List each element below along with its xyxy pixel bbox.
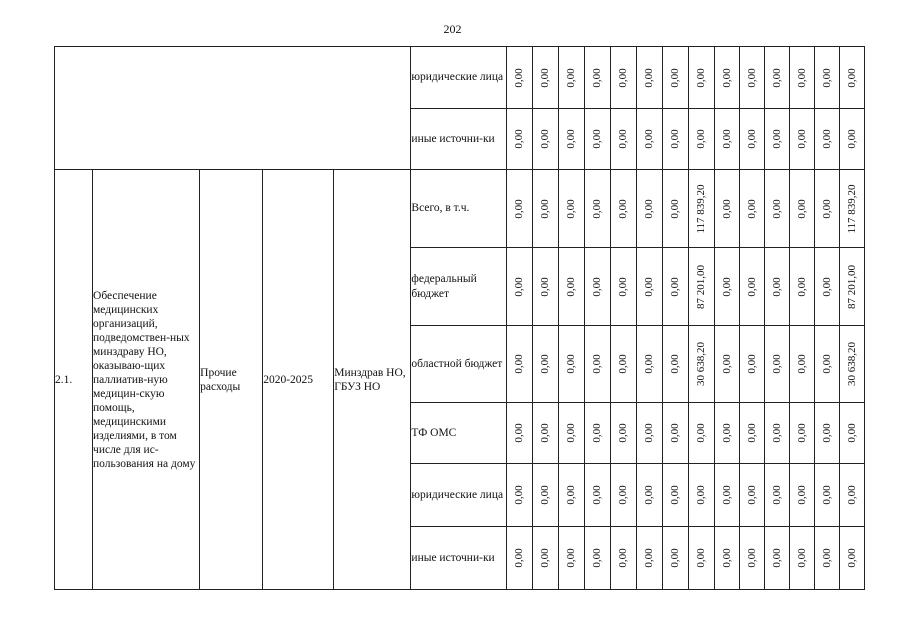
value-text: 0,00 [513,423,526,443]
value-text: 0,00 [669,129,682,149]
value-text: 0,00 [643,354,656,374]
value-text: 0,00 [643,129,656,149]
value-cell [814,527,839,590]
value-cell [636,464,662,527]
value-cell [714,527,739,590]
value-text: 0,00 [565,354,578,374]
value-cell [839,248,864,326]
value-cell [558,170,584,248]
value-text: 0,00 [617,548,630,568]
value-text: 0,00 [669,276,682,297]
value-cell [814,109,839,170]
value-text: 0,00 [669,485,682,505]
value-text: 0,00 [617,67,630,88]
value-text: 0,00 [770,129,783,149]
value-text: 0,00 [513,548,526,568]
value-cell [764,527,789,590]
value-cell [636,109,662,170]
value-text: 0,00 [591,67,604,88]
value-cell [610,47,636,109]
value-cell [532,109,558,170]
value-cell [739,170,764,248]
item-number: 2.1. [55,170,93,590]
value-cell [584,464,610,527]
value-cell [662,527,688,590]
value-text: 0,00 [591,198,604,219]
value-cell [506,170,532,248]
item-period: 2020-2025 [263,170,334,590]
value-text: 0,00 [820,198,833,219]
value-text: 0,00 [643,485,656,505]
value-text: 0,00 [720,485,733,505]
value-text: 0,00 [795,198,808,219]
value-text: 0,00 [745,485,758,505]
value-text: 0,00 [820,548,833,568]
value-cell [764,464,789,527]
value-cell [532,403,558,464]
value-text: 0,00 [695,67,708,88]
value-text: 0,00 [513,129,526,149]
value-text: 0,00 [720,548,733,568]
value-text: 0,00 [720,354,733,374]
value-text: 0,00 [745,423,758,443]
value-text: 0,00 [591,423,604,443]
value-cell [610,326,636,403]
value-cell [789,248,814,326]
value-cell [764,326,789,403]
value-cell [814,47,839,109]
value-cell [506,403,532,464]
value-cell [662,109,688,170]
value-cell [839,527,864,590]
value-text: 0,00 [539,67,552,88]
value-cell [789,47,814,109]
value-text: 0,00 [770,485,783,505]
value-cell [636,403,662,464]
value-cell [688,248,714,326]
value-text: 0,00 [795,354,808,374]
value-cell [662,248,688,326]
value-text: 0,00 [565,485,578,505]
value-text: 0,00 [820,129,833,149]
value-text: 0,00 [643,548,656,568]
value-text: 0,00 [845,548,858,568]
value-cell [584,527,610,590]
value-cell [558,326,584,403]
value-text: 0,00 [669,354,682,374]
value-cell [558,527,584,590]
value-text: 0,00 [591,485,604,505]
value-cell [584,403,610,464]
value-text: 0,00 [617,423,630,443]
value-text: 0,00 [845,129,858,149]
value-cell [814,248,839,326]
value-cell [688,403,714,464]
value-text: 0,00 [695,548,708,568]
table-row [55,170,865,248]
value-cell [662,47,688,109]
value-cell [714,109,739,170]
value-cell [610,527,636,590]
value-cell [636,326,662,403]
value-text: 0,00 [820,354,833,374]
value-cell [814,326,839,403]
value-text: 30 638,20 [695,342,708,386]
value-text: 0,00 [565,548,578,568]
value-text: 0,00 [617,198,630,219]
value-text: 0,00 [795,129,808,149]
value-text: 0,00 [669,198,682,219]
value-cell [558,464,584,527]
value-text: 0,00 [643,423,656,443]
value-text: 0,00 [845,485,858,505]
value-text: 0,00 [565,129,578,149]
value-text: 117 839,20 [845,183,858,234]
value-cell [739,248,764,326]
value-cell [506,248,532,326]
value-cell [814,464,839,527]
value-text: 87 201,00 [845,264,858,309]
value-cell [584,170,610,248]
value-cell [532,464,558,527]
value-cell [688,464,714,527]
value-text: 0,00 [845,67,858,88]
continuation-blank-cell [55,47,411,170]
value-cell [610,170,636,248]
value-cell [506,464,532,527]
value-text: 0,00 [591,354,604,374]
value-cell [506,326,532,403]
value-cell [610,464,636,527]
value-text: 0,00 [669,548,682,568]
value-cell [584,47,610,109]
value-cell [636,248,662,326]
value-text: 0,00 [795,485,808,505]
value-cell [789,109,814,170]
value-text: 0,00 [539,276,552,297]
value-cell [839,403,864,464]
value-cell [839,326,864,403]
value-cell [714,403,739,464]
value-text: 0,00 [770,276,783,297]
value-text: 0,00 [513,276,526,297]
value-text: 117 839,20 [695,183,708,234]
value-text: 0,00 [617,129,630,149]
value-text: 0,00 [565,423,578,443]
value-cell [662,170,688,248]
value-cell [610,248,636,326]
value-cell [714,326,739,403]
value-text: 0,00 [720,198,733,219]
value-cell [839,47,864,109]
value-text: 0,00 [695,485,708,505]
value-text: 0,00 [539,129,552,149]
value-cell [789,527,814,590]
value-cell [688,170,714,248]
value-text: 0,00 [565,276,578,297]
value-cell [839,109,864,170]
page-number: 202 [443,22,462,36]
value-cell [662,403,688,464]
value-text: 0,00 [720,423,733,443]
value-cell [558,47,584,109]
value-text: 0,00 [795,423,808,443]
value-cell [739,403,764,464]
funding-table [54,46,865,590]
value-cell [739,527,764,590]
value-text: 0,00 [669,423,682,443]
value-text: 0,00 [795,276,808,297]
value-cell [584,326,610,403]
value-text: 0,00 [539,548,552,568]
value-cell [610,403,636,464]
value-cell [558,109,584,170]
value-cell [610,109,636,170]
item-name: Обеспечение медицинских организаций, подведомствен-ных минздраву НО, оказываю-щих паллиатив-ную медицин-скую помощь, медицинскими изделиями, в том числе для ис-пользования на дому [93,170,200,590]
funding-source-label: иные источни-ки [411,527,506,590]
value-cell [532,170,558,248]
value-text: 0,00 [669,67,682,88]
value-text: 0,00 [539,354,552,374]
value-text: 0,00 [617,354,630,374]
funding-source-label: иные источни-ки [411,109,506,170]
value-cell [814,403,839,464]
item-expense-type: Прочие расходы [200,170,263,590]
value-text: 0,00 [591,276,604,297]
value-text: 0,00 [845,423,858,443]
value-cell [739,109,764,170]
funding-source-label: ТФ ОМС [411,403,506,464]
value-text: 0,00 [795,67,808,88]
value-cell [532,326,558,403]
value-cell [662,464,688,527]
value-text: 0,00 [695,129,708,149]
value-text: 0,00 [539,485,552,505]
value-cell [814,170,839,248]
value-cell [739,464,764,527]
value-cell [789,326,814,403]
value-cell [739,326,764,403]
value-text: 0,00 [820,276,833,297]
value-cell [584,109,610,170]
value-cell [506,527,532,590]
value-text: 0,00 [820,67,833,88]
table-row [55,47,865,109]
value-text: 0,00 [745,276,758,297]
value-text: 0,00 [745,129,758,149]
value-text: 0,00 [820,485,833,505]
value-text: 0,00 [513,485,526,505]
value-text: 0,00 [617,276,630,297]
value-text: 0,00 [745,67,758,88]
value-cell [739,47,764,109]
value-cell [584,248,610,326]
value-cell [764,109,789,170]
value-text: 0,00 [643,67,656,88]
value-text: 0,00 [795,548,808,568]
value-text: 0,00 [617,485,630,505]
value-cell [532,248,558,326]
value-cell [764,170,789,248]
value-text: 0,00 [720,67,733,88]
value-text: 0,00 [591,548,604,568]
value-cell [506,109,532,170]
value-text: 0,00 [643,198,656,219]
value-cell [789,403,814,464]
value-text: 87 201,00 [695,264,708,309]
value-cell [688,527,714,590]
funding-source-label: федеральный бюджет [411,248,506,326]
value-cell [636,47,662,109]
value-text: 0,00 [745,198,758,219]
value-text: 0,00 [539,423,552,443]
value-cell [839,170,864,248]
value-cell [662,326,688,403]
value-text: 0,00 [720,129,733,149]
value-cell [636,170,662,248]
funding-source-label: юридические лица [411,464,506,527]
value-text: 30 638,20 [845,342,858,386]
value-text: 0,00 [695,423,708,443]
value-text: 0,00 [565,198,578,219]
value-cell [506,47,532,109]
value-text: 0,00 [513,67,526,88]
value-text: 0,00 [513,198,526,219]
value-cell [532,527,558,590]
funding-source-label: юридические лица [411,47,506,109]
value-cell [714,47,739,109]
value-cell [714,464,739,527]
value-cell [558,248,584,326]
value-text: 0,00 [770,548,783,568]
value-text: 0,00 [513,354,526,374]
value-cell [714,248,739,326]
value-text: 0,00 [591,129,604,149]
funding-source-label: Всего, в т.ч. [411,170,506,248]
value-cell [532,47,558,109]
value-text: 0,00 [770,423,783,443]
value-cell [839,464,864,527]
value-cell [764,248,789,326]
value-cell [688,326,714,403]
value-text: 0,00 [745,548,758,568]
value-text: 0,00 [565,67,578,88]
value-text: 0,00 [720,276,733,297]
value-cell [764,403,789,464]
item-executor: Минздрав НО, ГБУЗ НО [334,170,411,590]
value-cell [688,47,714,109]
value-cell [688,109,714,170]
value-text: 0,00 [770,67,783,88]
funding-source-label: областной бюджет [411,326,506,403]
value-cell [764,47,789,109]
value-text: 0,00 [770,354,783,374]
value-text: 0,00 [770,198,783,219]
value-cell [789,464,814,527]
value-cell [714,170,739,248]
value-text: 0,00 [745,354,758,374]
value-cell [636,527,662,590]
value-text: 0,00 [820,423,833,443]
value-text: 0,00 [643,276,656,297]
value-cell [558,403,584,464]
value-cell [789,170,814,248]
value-text: 0,00 [539,198,552,219]
